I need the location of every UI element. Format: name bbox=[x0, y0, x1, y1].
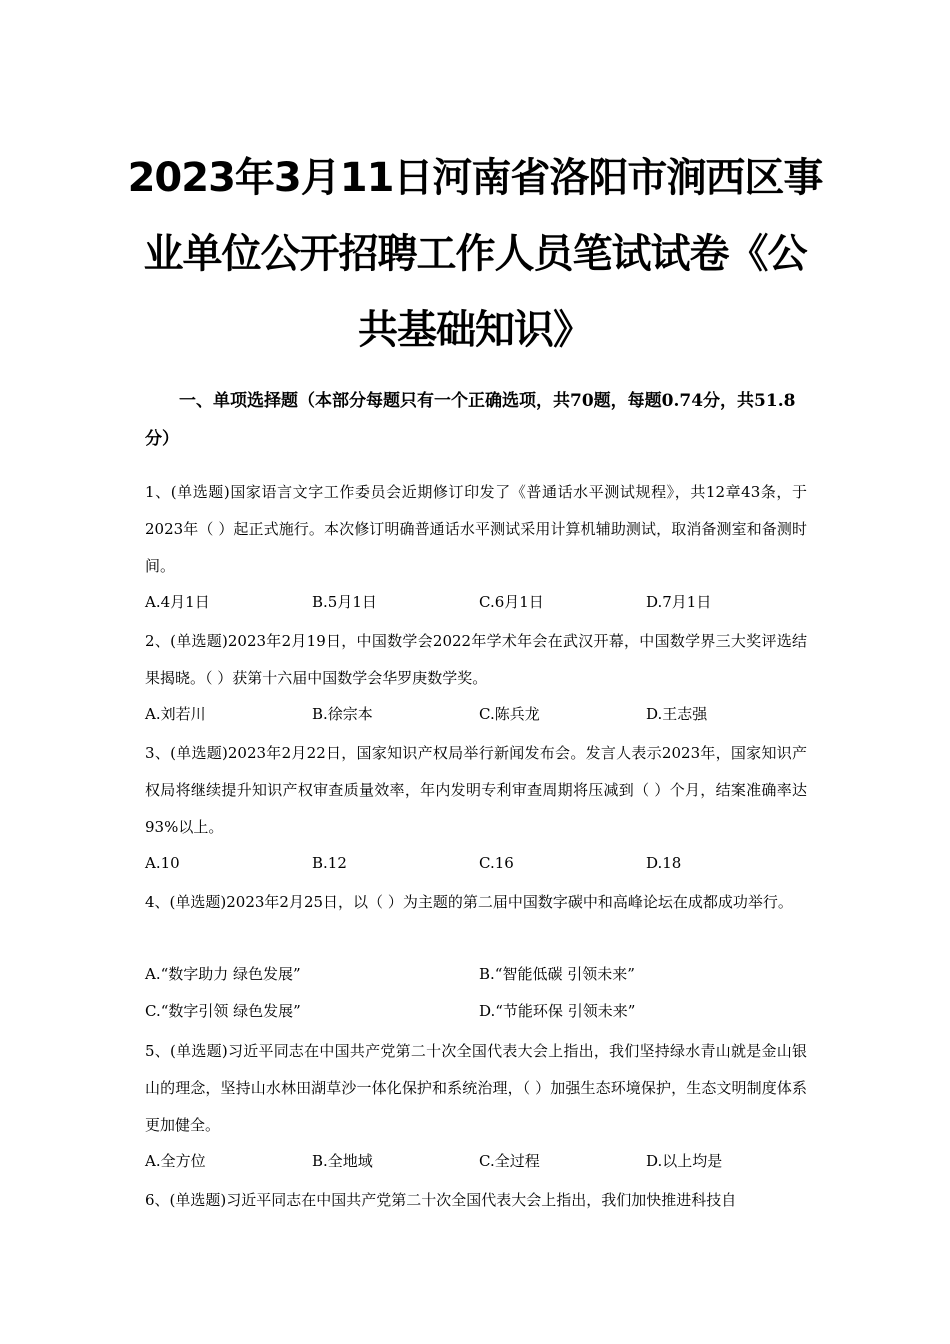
question-5-text: 5、(单选题)习近平同志在中国共产党第二十次全国代表大会上指出，我们坚持绿水青山就是金山银山的理念，坚持山水林田湖草沙一体化保护和系统治理，（ ）加强生态环境保护，生态文明制度体系更加健全。 bbox=[145, 1042, 807, 1134]
question-1-option-b: B.5月1日 bbox=[312, 593, 377, 611]
question-5-option-c: C.全过程 bbox=[479, 1152, 540, 1170]
question-4-option-b: B.“智能低碳 引领未来” bbox=[479, 965, 635, 983]
question-5-option-a: A.全方位 bbox=[145, 1152, 206, 1170]
question-3-option-b: B.12 bbox=[312, 854, 347, 872]
question-3-options bbox=[145, 848, 807, 878]
question-4-options-row-2 bbox=[145, 996, 807, 1026]
question-1-options bbox=[145, 587, 807, 617]
question-2-option-d: D.王志强 bbox=[646, 705, 708, 723]
question-4-text: 4、(单选题)2023年2月25日，以（ ）为主题的第二届中国数字碳中和高峰论坛在成都成功举行。 bbox=[145, 893, 793, 911]
question-5-option-d: D.以上均是 bbox=[646, 1152, 723, 1170]
question-2-option-a: A.刘若川 bbox=[145, 705, 206, 723]
document-title-line-1: 2023年3月11日河南省洛阳市涧西区事 bbox=[127, 155, 823, 201]
question-3-text: 3、(单选题)2023年2月22日，国家知识产权局举行新闻发布会。发言人表示2023年，国家知识产权局将继续提升知识产权审查质量效率，年内发明专利审查周期将压减到（ ）个月，结案准确率达93%以上。 bbox=[145, 744, 807, 836]
question-2-option-c: C.陈兵龙 bbox=[479, 705, 540, 723]
question-5-option-b: B.全地域 bbox=[312, 1152, 373, 1170]
question-1-text: 1、(单选题)国家语言文字工作委员会近期修订印发了《普通话水平测试规程》，共12章43条，于2023年（ ）起正式施行。本次修订明确普通话水平测试采用计算机辅助测试，取消备测室和备测时间。 bbox=[145, 483, 807, 575]
question-2-text: 2、(单选题)2023年2月19日，中国数学会2022年学术年会在武汉开幕，中国数学界三大奖评选结果揭晓。（ ）获第十六届中国数学会华罗庚数学奖。 bbox=[145, 632, 807, 687]
question-2-options bbox=[145, 699, 807, 729]
question-3-option-d: D.18 bbox=[646, 854, 682, 872]
question-3-option-a: A.10 bbox=[145, 854, 180, 872]
document-title-line-2: 业单位公开招聘工作人员笔试试卷《公 bbox=[143, 231, 807, 277]
question-4-option-a: A.“数字助力 绿色发展” bbox=[145, 965, 301, 983]
question-4-option-d: D.“节能环保 引领未来” bbox=[479, 1002, 636, 1020]
question-5-options bbox=[145, 1146, 807, 1176]
question-2-option-b: B.徐宗本 bbox=[312, 705, 373, 723]
question-1-option-a: A.4月1日 bbox=[145, 593, 210, 611]
question-1-option-c: C.6月1日 bbox=[479, 593, 544, 611]
question-6-text: 6、(单选题)习近平同志在中国共产党第二十次全国代表大会上指出，我们加快推进科技自 bbox=[145, 1191, 737, 1209]
question-3-option-c: C.16 bbox=[479, 854, 514, 872]
document-title-line-3: 共基础知识》 bbox=[358, 307, 592, 353]
question-4-options-row-1 bbox=[145, 959, 807, 989]
section-heading: 一、单项选择题（本部分每题只有一个正确选项，共70题，每题0.74分，共51.8分） bbox=[145, 391, 796, 449]
question-4-option-c: C.“数字引领 绿色发展” bbox=[145, 1002, 301, 1020]
question-1-option-d: D.7月1日 bbox=[646, 593, 712, 611]
